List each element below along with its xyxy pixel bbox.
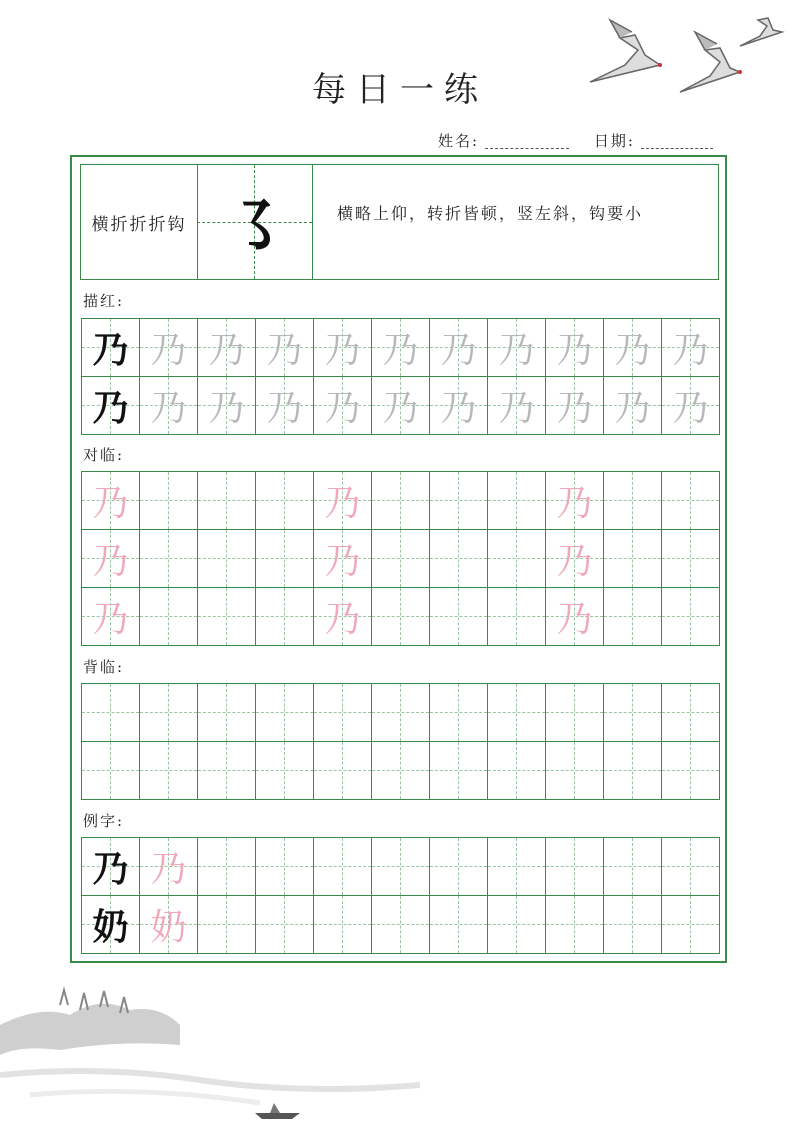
grid-cell[interactable] [314, 377, 372, 435]
grid-cell[interactable] [488, 472, 546, 530]
practice-character: 乃 [92, 329, 129, 371]
grid-cell[interactable] [430, 742, 488, 800]
practice-character: 乃 [92, 483, 129, 524]
practice-character: 乃 [324, 330, 361, 371]
grid-cell[interactable] [314, 896, 372, 954]
practice-character: 乃 [672, 388, 709, 429]
stroke-glyph: ㇌ [222, 190, 287, 265]
grid-cell[interactable] [198, 684, 256, 742]
grid-cell[interactable] [140, 472, 198, 530]
stroke-demo-cell [197, 165, 313, 279]
grid-cell[interactable] [662, 742, 720, 800]
grid-cell[interactable] [662, 684, 720, 742]
practice-character: 乃 [324, 388, 361, 429]
grid-cell[interactable] [604, 588, 662, 646]
grid-cell[interactable] [604, 684, 662, 742]
grid-cell[interactable] [430, 588, 488, 646]
grid-cell[interactable] [256, 472, 314, 530]
practice-character: 乃 [324, 541, 361, 582]
grid-cell[interactable] [372, 684, 430, 742]
practice-character: 乃 [440, 330, 477, 371]
trace-section-label: 描红: [83, 292, 125, 310]
grid-cell[interactable] [488, 896, 546, 954]
grid-cell[interactable] [140, 319, 198, 377]
grid-cell[interactable] [488, 588, 546, 646]
grid-cell[interactable] [546, 472, 604, 530]
stroke-description: 横略上仰，转折皆顿，竖左斜，钩要小 [337, 204, 644, 223]
practice-character: 乃 [556, 599, 593, 640]
grid-cell[interactable] [430, 472, 488, 530]
stroke-name: 横折折折钩 [81, 165, 198, 279]
grid-cell[interactable] [198, 588, 256, 646]
grid-cell[interactable] [256, 530, 314, 588]
practice-character: 乃 [672, 330, 709, 371]
practice-character: 乃 [382, 388, 419, 429]
practice-character: 乃 [440, 388, 477, 429]
recite-grid [81, 683, 720, 800]
examples-grid [81, 837, 720, 954]
grid-cell[interactable] [662, 319, 720, 377]
grid-cell[interactable] [546, 684, 604, 742]
grid-cell[interactable] [140, 742, 198, 800]
grid-cell[interactable] [314, 838, 372, 896]
grid-cell[interactable] [256, 742, 314, 800]
page-title: 每日一练 [312, 70, 488, 110]
grid-cell[interactable] [140, 838, 198, 896]
grid-cell[interactable] [604, 472, 662, 530]
grid-cell[interactable] [314, 742, 372, 800]
grid-cell[interactable] [430, 377, 488, 435]
grid-cell[interactable] [430, 684, 488, 742]
grid-cell[interactable] [82, 742, 140, 800]
grid-cell[interactable] [256, 377, 314, 435]
practice-character: 乃 [498, 388, 535, 429]
practice-character: 乃 [324, 599, 361, 640]
grid-cell[interactable] [198, 838, 256, 896]
grid-cell[interactable] [604, 319, 662, 377]
grid-cell[interactable] [488, 377, 546, 435]
landscape-illustration [0, 985, 420, 1132]
grid-cell[interactable] [140, 377, 198, 435]
grid-cell[interactable] [546, 742, 604, 800]
grid-cell[interactable] [256, 838, 314, 896]
practice-character: 乃 [556, 541, 593, 582]
grid-cell[interactable] [198, 896, 256, 954]
grid-cell[interactable] [256, 896, 314, 954]
recite-section-label: 背临: [83, 658, 125, 676]
date-field[interactable] [641, 148, 713, 149]
grid-cell[interactable] [314, 530, 372, 588]
grid-cell[interactable] [372, 742, 430, 800]
grid-cell[interactable] [662, 377, 720, 435]
practice-character: 乃 [208, 388, 245, 429]
grid-cell[interactable] [604, 742, 662, 800]
practice-character: 乃 [614, 388, 651, 429]
grid-cell[interactable] [546, 588, 604, 646]
grid-cell[interactable] [430, 896, 488, 954]
grid-cell[interactable] [662, 896, 720, 954]
grid-cell[interactable] [82, 377, 140, 435]
grid-cell[interactable] [430, 530, 488, 588]
grid-cell[interactable] [372, 838, 430, 896]
grid-cell[interactable] [372, 588, 430, 646]
practice-character: 乃 [266, 388, 303, 429]
grid-cell[interactable] [662, 588, 720, 646]
grid-cell[interactable] [372, 530, 430, 588]
grid-cell[interactable] [546, 896, 604, 954]
copy-grid [81, 471, 720, 646]
grid-cell[interactable] [82, 588, 140, 646]
grid-cell[interactable] [140, 896, 198, 954]
practice-character: 乃 [556, 388, 593, 429]
practice-character: 乃 [614, 330, 651, 371]
grid-cell[interactable] [546, 530, 604, 588]
practice-character: 乃 [208, 330, 245, 371]
grid-cell[interactable] [82, 838, 140, 896]
practice-character: 乃 [150, 849, 187, 890]
practice-character: 乃 [266, 330, 303, 371]
practice-character: 乃 [324, 483, 361, 524]
info-row [438, 130, 713, 151]
grid-cell[interactable] [198, 319, 256, 377]
stroke-header [80, 164, 719, 280]
grid-cell[interactable] [314, 588, 372, 646]
grid-cell[interactable] [662, 838, 720, 896]
grid-cell[interactable] [430, 838, 488, 896]
practice-character: 乃 [382, 330, 419, 371]
grid-cell[interactable] [604, 838, 662, 896]
grid-cell[interactable] [198, 530, 256, 588]
grid-cell[interactable] [372, 319, 430, 377]
grid-cell[interactable] [314, 319, 372, 377]
practice-character: 乃 [92, 599, 129, 640]
grid-cell[interactable] [256, 319, 314, 377]
grid-cell[interactable] [82, 530, 140, 588]
grid-cell[interactable] [604, 530, 662, 588]
grid-cell[interactable] [372, 472, 430, 530]
practice-character: 奶 [150, 907, 187, 948]
grid-cell[interactable] [256, 588, 314, 646]
practice-character: 乃 [556, 330, 593, 371]
grid-cell[interactable] [372, 377, 430, 435]
practice-character: 乃 [556, 483, 593, 524]
grid-cell[interactable] [488, 319, 546, 377]
grid-cell[interactable] [82, 896, 140, 954]
grid-cell[interactable] [198, 377, 256, 435]
grid-cell[interactable] [140, 588, 198, 646]
grid-cell[interactable] [198, 742, 256, 800]
grid-cell[interactable] [82, 472, 140, 530]
grid-cell[interactable] [662, 530, 720, 588]
grid-cell[interactable] [662, 472, 720, 530]
grid-cell[interactable] [198, 472, 256, 530]
copy-section-label: 对临: [83, 446, 125, 464]
grid-cell[interactable] [430, 319, 488, 377]
practice-character: 奶 [92, 906, 129, 948]
practice-character: 乃 [92, 848, 129, 890]
practice-character: 乃 [498, 330, 535, 371]
grid-cell[interactable] [82, 684, 140, 742]
trace-grid [81, 318, 720, 435]
grid-cell[interactable] [488, 684, 546, 742]
grid-cell[interactable] [314, 684, 372, 742]
grid-cell[interactable] [140, 684, 198, 742]
grid-cell[interactable] [140, 530, 198, 588]
grid-cell[interactable] [488, 742, 546, 800]
grid-cell[interactable] [546, 377, 604, 435]
grid-cell[interactable] [372, 896, 430, 954]
practice-character: 乃 [150, 330, 187, 371]
examples-section-label: 例字: [83, 812, 125, 830]
practice-character: 乃 [92, 387, 129, 429]
grid-cell[interactable] [256, 684, 314, 742]
date-label: 日期: [593, 132, 635, 150]
grid-cell[interactable] [546, 838, 604, 896]
grid-cell[interactable] [82, 319, 140, 377]
grid-cell[interactable] [604, 896, 662, 954]
grid-cell[interactable] [488, 530, 546, 588]
grid-cell[interactable] [314, 472, 372, 530]
grid-cell[interactable] [488, 838, 546, 896]
name-label: 姓名: [438, 132, 480, 150]
grid-cell[interactable] [604, 377, 662, 435]
practice-character: 乃 [150, 388, 187, 429]
name-field[interactable] [485, 148, 569, 149]
practice-character: 乃 [92, 541, 129, 582]
grid-cell[interactable] [546, 319, 604, 377]
